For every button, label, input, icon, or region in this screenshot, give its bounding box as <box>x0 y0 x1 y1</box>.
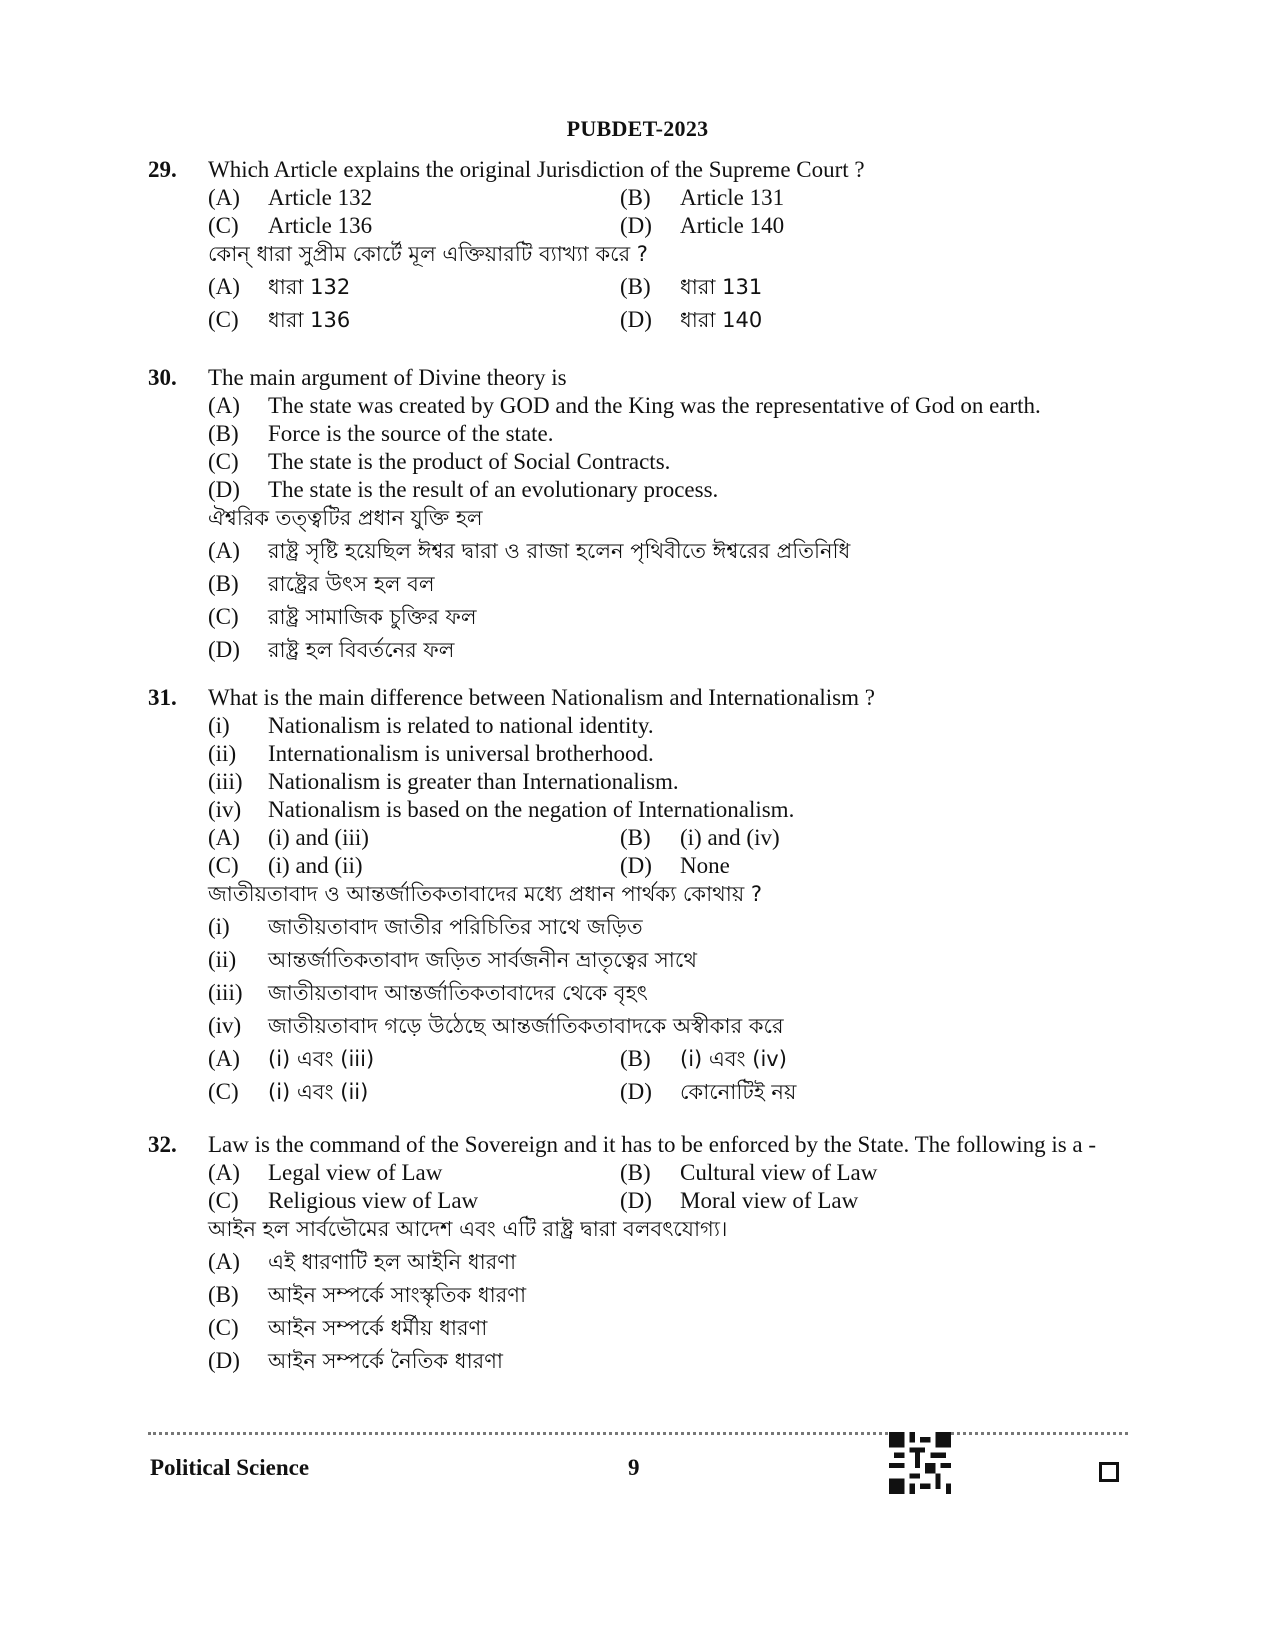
statement-label: (ii) <box>208 741 237 766</box>
question-text: Law is the command of the Sovereign and it has to be enforced by the State. The following is a - <box>208 1132 1097 1157</box>
statement-text: Nationalism is related to national identity. <box>268 713 654 738</box>
option-d-bengali <box>208 1347 1138 1380</box>
option-label: (D) <box>620 1079 652 1104</box>
option-text: ধারা 140 <box>680 308 763 332</box>
option-b-bengali <box>208 570 1138 603</box>
option-label: (C) <box>208 1079 239 1104</box>
option-text: (i) and (iv) <box>680 825 780 850</box>
option-label: (C) <box>208 449 239 474</box>
option-text: Legal view of Law <box>268 1160 443 1185</box>
statement-label: (iii) <box>208 769 243 794</box>
option-label: (D) <box>208 477 240 502</box>
footer-divider <box>148 1432 1128 1435</box>
option-b <box>620 184 1032 212</box>
option-label: (D) <box>208 1348 240 1373</box>
statement-iv <box>208 796 1138 824</box>
statement-label: (iv) <box>208 1013 242 1038</box>
square-marker-icon <box>1099 1462 1119 1482</box>
option-label: (A) <box>208 1249 240 1274</box>
option-text: (i) and (ii) <box>268 853 363 878</box>
option-c-bengali <box>208 306 620 339</box>
option-text: রাষ্ট্রের উৎস হল বল <box>268 572 435 596</box>
option-text: (i) and (iii) <box>268 825 369 850</box>
question-number: 29. <box>148 157 177 182</box>
option-text: None <box>680 853 730 878</box>
question-text: Which Article explains the original Jurisdiction of the Supreme Court ? <box>208 157 865 182</box>
option-text: (i) এবং (iv) <box>680 1047 787 1071</box>
page-header: PUBDET-2023 <box>566 116 709 141</box>
statement-iii-bengali <box>208 979 1138 1012</box>
option-label: (B) <box>620 274 651 299</box>
option-text: রাষ্ট্র সৃষ্টি হয়েছিল ঈশ্বর দ্বারা ও রাজা হলেন পৃথিবীতে ঈশ্বরের প্রতিনিধি <box>268 539 851 563</box>
option-text: আইন সম্পর্কে ধর্মীয় ধারণা <box>268 1316 488 1340</box>
option-b-bengali <box>620 273 1032 306</box>
option-text: Moral view of Law <box>680 1188 859 1213</box>
option-d <box>620 212 1032 240</box>
option-text: ধারা 132 <box>268 275 351 299</box>
statement-label: (ii) <box>208 947 237 972</box>
option-text: The state was created by GOD and the King was the representative of God on earth. <box>268 393 1041 418</box>
statement-text: Nationalism is based on the negation of Internationalism. <box>268 797 795 822</box>
option-text: এই ধারণাটি হল আইনি ধারণা <box>268 1250 517 1274</box>
option-d-bengali <box>620 306 1032 339</box>
question-text-bengali: কোন্ ধারা সুপ্রীম কোর্টে মূল এক্তিয়ারটি ব্যাখ্যা করে ? <box>208 242 648 266</box>
statement-text: জাতীয়তাবাদ গড়ে উঠেছে আন্তর্জাতিকতাবাদকে অস্বীকার করে <box>268 1014 784 1038</box>
option-text: আইন সম্পর্কে সাংস্কৃতিক ধারণা <box>268 1283 527 1307</box>
option-label: (C) <box>208 604 239 629</box>
option-d-bengali <box>208 636 1138 669</box>
option-label: (C) <box>208 853 239 878</box>
option-text: The state is the result of an evolutionary process. <box>268 477 719 502</box>
option-label: (D) <box>208 637 240 662</box>
option-text: ধারা 131 <box>680 275 763 299</box>
option-a <box>208 1159 620 1187</box>
question-text-bengali: আইন হল সার্বভৌমের আদেশ এবং এটি রাষ্ট্র দ্বারা বলবৎযোগ্য। <box>208 1217 728 1241</box>
statement-label: (i) <box>208 914 230 939</box>
footer-subject: Political Science <box>150 1455 310 1480</box>
option-text: Religious view of Law <box>268 1188 479 1213</box>
question-32 <box>148 1131 1138 1380</box>
option-label: (A) <box>208 1160 240 1185</box>
option-a <box>208 824 620 852</box>
option-label: (B) <box>620 825 651 850</box>
option-b <box>208 420 1138 448</box>
option-text: (i) এবং (iii) <box>268 1047 375 1071</box>
option-label: (A) <box>208 185 240 210</box>
statement-text: Internationalism is universal brotherhood. <box>268 741 654 766</box>
question-31 <box>148 684 1138 1111</box>
option-b-bengali <box>620 1045 1032 1078</box>
option-c-bengali <box>208 603 1138 636</box>
option-a <box>208 184 620 212</box>
question-text-bengali: ঐশ্বরিক তত্ত্বটির প্রধান যুক্তি হল <box>208 506 483 530</box>
question-number: 30. <box>148 365 177 390</box>
option-label: (C) <box>208 307 239 332</box>
statement-label: (iv) <box>208 797 242 822</box>
question-number: 32. <box>148 1132 177 1157</box>
option-text: কোনোটিই নয় <box>680 1080 797 1104</box>
option-label: (A) <box>208 393 240 418</box>
statement-iii <box>208 768 1138 796</box>
option-b-bengali <box>208 1281 1138 1314</box>
option-label: (C) <box>208 1188 239 1213</box>
option-b <box>620 824 1032 852</box>
question-text: What is the main difference between Nationalism and Internationalism ? <box>208 685 875 710</box>
page-number: 9 <box>628 1455 640 1480</box>
question-30 <box>148 364 1138 669</box>
option-text: আইন সম্পর্কে নৈতিক ধারণা <box>268 1349 503 1373</box>
option-label: (B) <box>208 421 239 446</box>
question-text: The main argument of Divine theory is <box>208 365 567 390</box>
option-a-bengali <box>208 537 1138 570</box>
option-label: (B) <box>620 1160 651 1185</box>
option-label: (B) <box>208 571 239 596</box>
option-label: (C) <box>208 213 239 238</box>
option-a-bengali <box>208 273 620 306</box>
statement-text: Nationalism is greater than Internationalism. <box>268 769 679 794</box>
statement-i-bengali <box>208 913 1138 946</box>
option-text: রাষ্ট্র সামাজিক চুক্তির ফল <box>268 605 477 629</box>
option-text: Article 132 <box>268 185 373 210</box>
option-c <box>208 852 620 880</box>
qr-code-icon <box>889 1432 951 1494</box>
option-text: Cultural view of Law <box>680 1160 878 1185</box>
statement-text: আন্তর্জাতিকতাবাদ জড়িত সার্বজনীন ভ্রাতৃত্বের সাথে <box>268 948 697 972</box>
statement-i <box>208 712 1138 740</box>
option-label: (A) <box>208 825 240 850</box>
option-text: (i) এবং (ii) <box>268 1080 369 1104</box>
statement-label: (i) <box>208 713 230 738</box>
option-d <box>208 476 1138 504</box>
option-text: ধারা 136 <box>268 308 351 332</box>
option-a-bengali <box>208 1045 620 1078</box>
question-29 <box>148 156 1138 339</box>
option-a-bengali <box>208 1248 1138 1281</box>
option-label: (C) <box>208 1315 239 1340</box>
option-label: (B) <box>620 1046 651 1071</box>
option-c <box>208 212 620 240</box>
option-d-bengali <box>620 1078 1032 1111</box>
option-text: Article 136 <box>268 213 373 238</box>
option-c-bengali <box>208 1078 620 1111</box>
option-b <box>620 1159 1032 1187</box>
option-label: (D) <box>620 853 652 878</box>
statement-label: (iii) <box>208 980 243 1005</box>
option-a <box>208 392 1138 420</box>
option-d <box>620 1187 1032 1215</box>
question-number: 31. <box>148 685 177 710</box>
option-text: রাষ্ট্র হল বিবর্তনের ফল <box>268 638 455 662</box>
question-text-bengali: জাতীয়তাবাদ ও আন্তর্জাতিকতাবাদের মধ্যে প্রধান পার্থক্য কোথায় ? <box>208 882 763 906</box>
option-label: (B) <box>208 1282 239 1307</box>
option-label: (A) <box>208 1046 240 1071</box>
option-c-bengali <box>208 1314 1138 1347</box>
statement-text: জাতীয়তাবাদ জাতীর পরিচিতির সাথে জড়িত <box>268 915 643 939</box>
option-label: (D) <box>620 307 652 332</box>
option-text: Article 140 <box>680 213 785 238</box>
statement-ii <box>208 740 1138 768</box>
option-label: (A) <box>208 538 240 563</box>
option-label: (A) <box>208 274 240 299</box>
option-label: (D) <box>620 1188 652 1213</box>
option-c <box>208 448 1138 476</box>
option-text: Force is the source of the state. <box>268 421 554 446</box>
option-label: (B) <box>620 185 651 210</box>
option-text: Article 131 <box>680 185 785 210</box>
option-text: The state is the product of Social Contracts. <box>268 449 671 474</box>
statement-text: জাতীয়তাবাদ আন্তর্জাতিকতাবাদের থেকে বৃহৎ <box>268 981 648 1005</box>
option-c <box>208 1187 620 1215</box>
statement-iv-bengali <box>208 1012 1138 1045</box>
option-d <box>620 852 1032 880</box>
option-label: (D) <box>620 213 652 238</box>
statement-ii-bengali <box>208 946 1138 979</box>
